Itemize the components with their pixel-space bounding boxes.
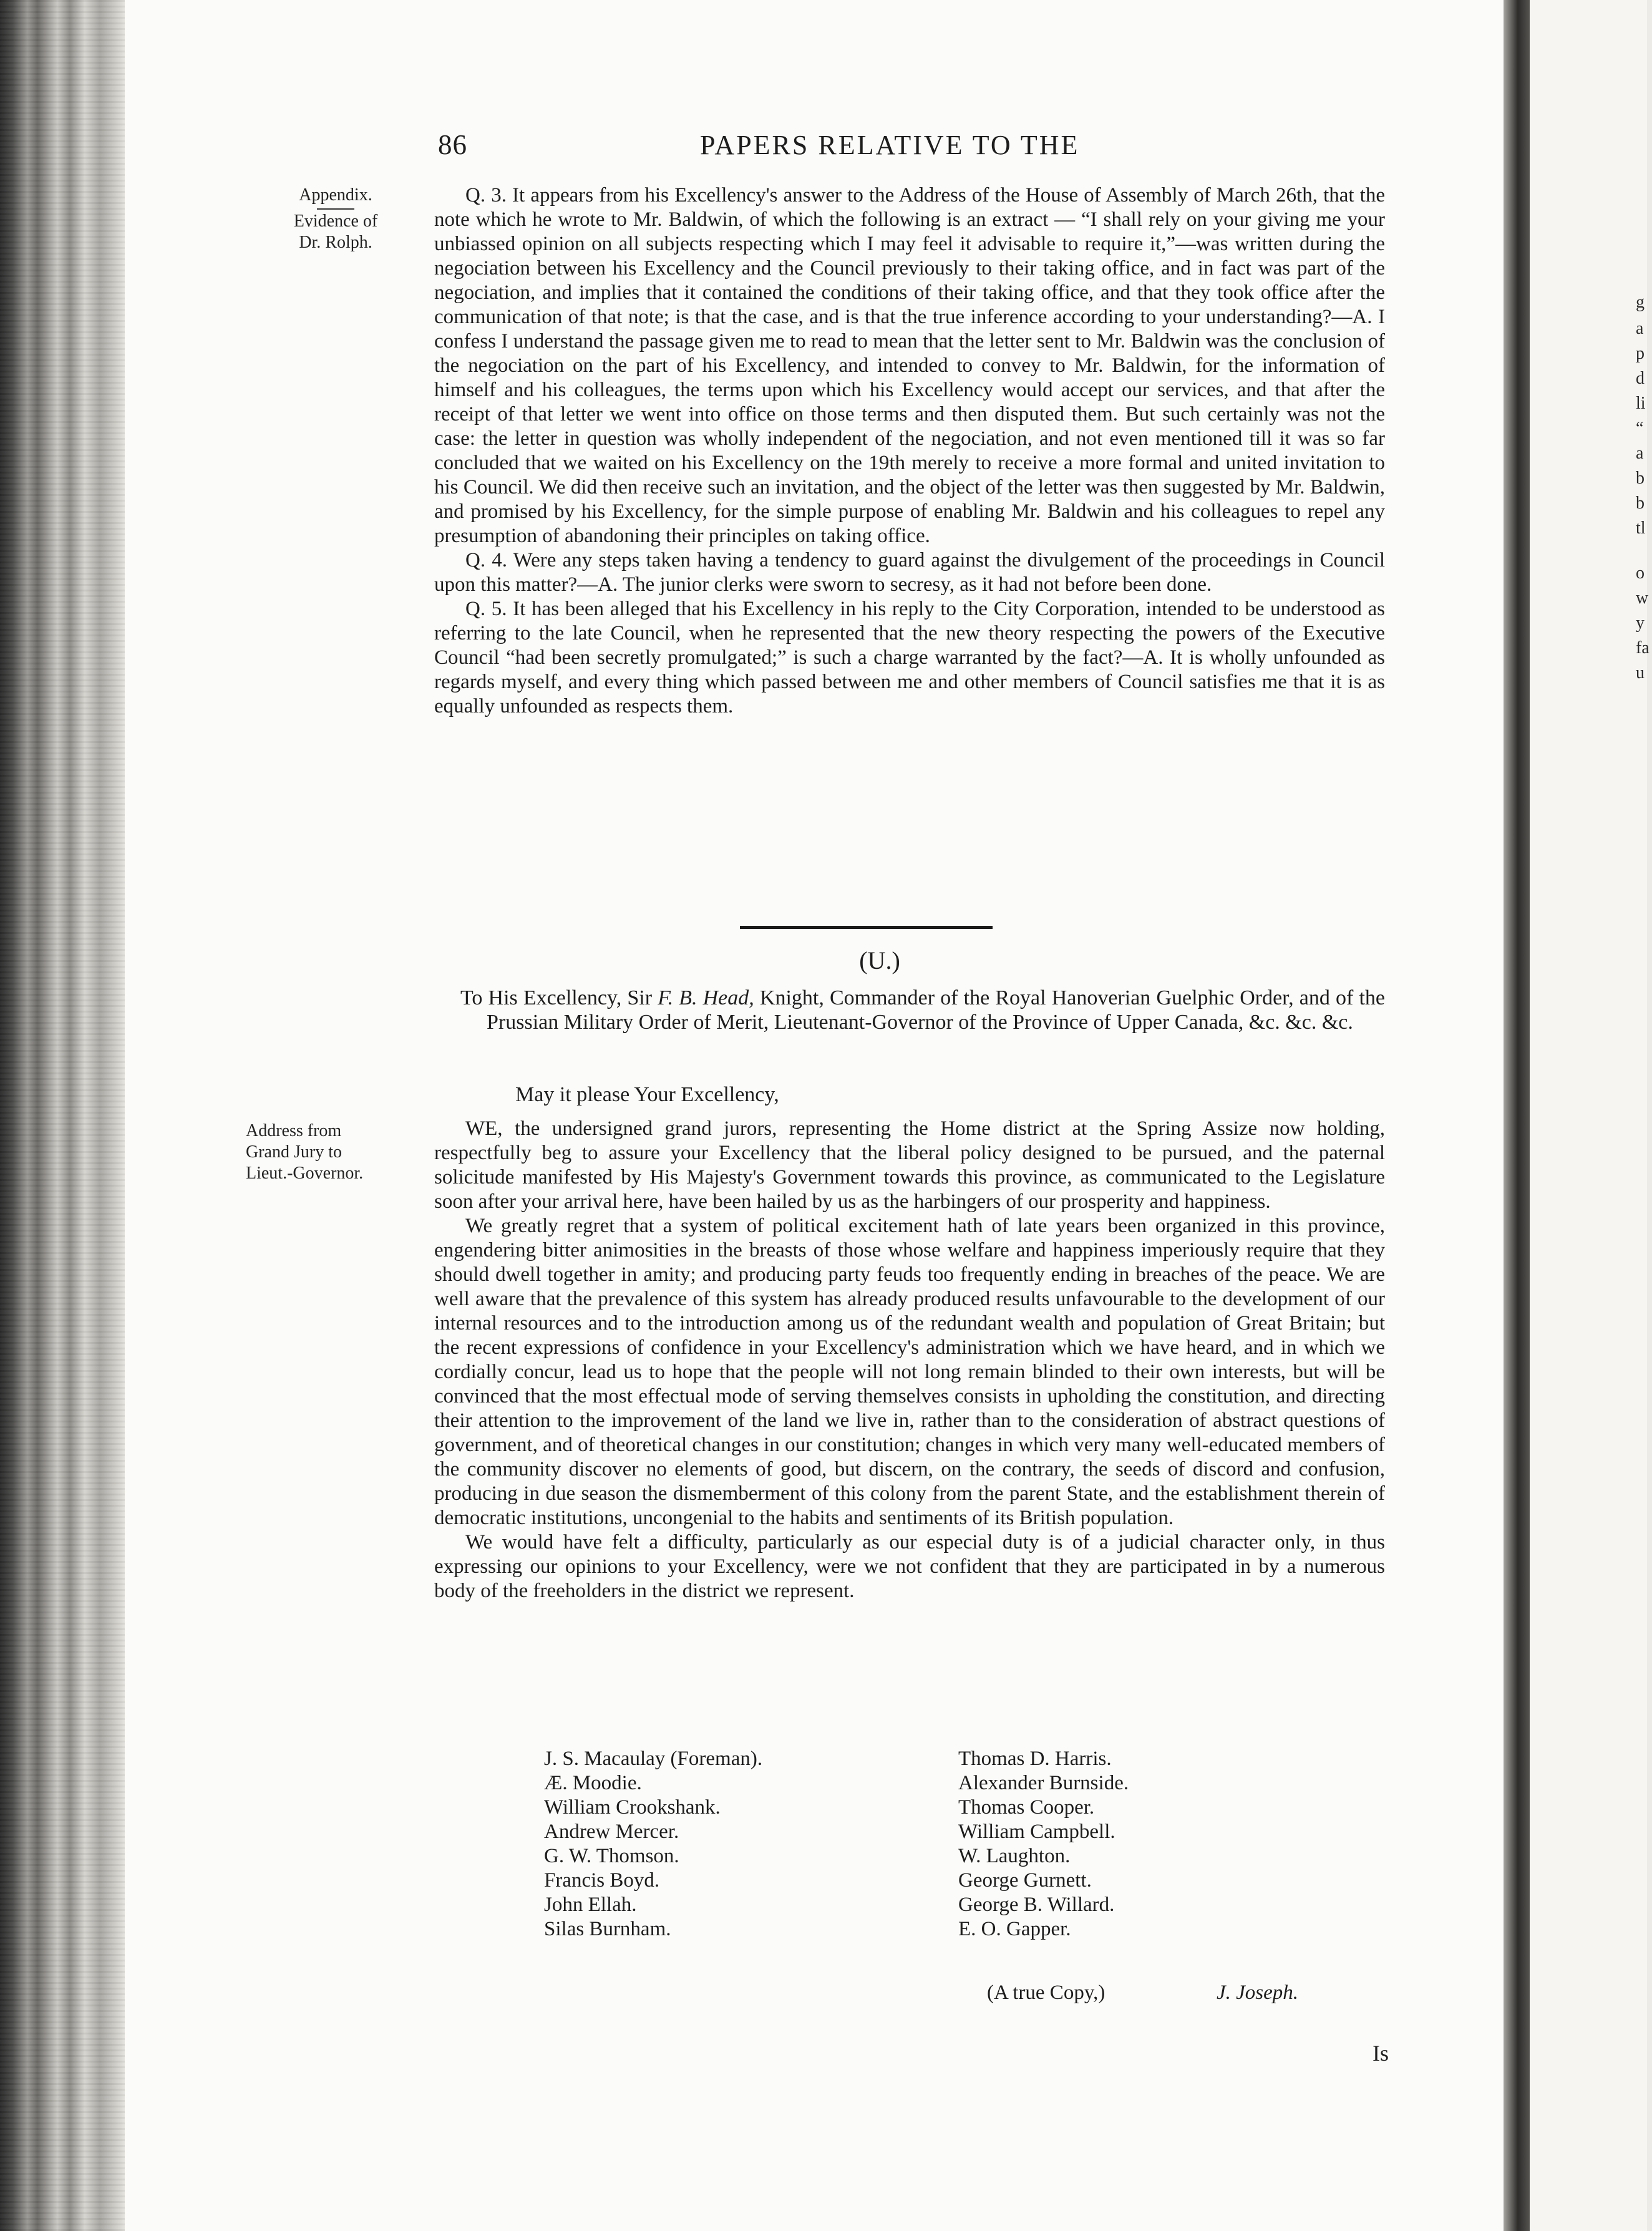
facing-fragment: u: [1636, 663, 1645, 683]
facing-fragment: a: [1636, 444, 1644, 463]
signatory: W. Laughton.: [958, 1845, 1071, 1867]
facing-fragment: fa: [1636, 638, 1650, 658]
signatory: G. W. Thomson.: [544, 1845, 679, 1867]
facing-fragment: b: [1636, 493, 1645, 513]
salutation: May it please Your Excellency,: [515, 1083, 779, 1106]
addressee: [460, 986, 1385, 1034]
signatory: Thomas Cooper.: [958, 1796, 1095, 1819]
facing-fragment: o: [1636, 563, 1645, 583]
evidence-questions: [434, 183, 1385, 719]
facing-fragment: p: [1636, 344, 1645, 363]
margin-note-line: Evidence of: [293, 211, 378, 231]
signatory: Silas Burnham.: [544, 1918, 671, 1940]
margin-note-line: Lieut.-Governor.: [246, 1164, 364, 1183]
facing-fragment: li: [1636, 394, 1646, 413]
facing-fragment: tl: [1636, 518, 1646, 538]
facing-fragment: d: [1636, 369, 1645, 388]
signatory: Andrew Mercer.: [544, 1820, 679, 1843]
address-paragraph: WE, the undersigned grand jurors, representing the Home district at the Spring Assize now holding, respectfully beg to assure your Excellency that the liberal policy designed to be pursued, and the paternal solicitude manifested by His Majesty's Government towards this province, as communicated to the Legislature soon after your arrival here, have been hailed by us as the harbingers of our prosperity and happiness.: [434, 1117, 1385, 1213]
facing-fragment: w: [1636, 588, 1649, 608]
address-paragraph: We greatly regret that a system of political excitement hath of late years been organized in this province, engendering bitter animosities in the breasts of those whose welfare and happiness imperiously require that they should dwell together in amity; and producing party feuds too frequently ending in breaches of the peace. We are well aware that the prevalence of this system has already produced results unfavourable to the development of our internal resources and to the introduction among us of the redundant wealth and population of Great Britain; but the recent expressions of confidence in your Excellency's administration which we have heard, and in which we cordially concur, lead us to hope that the people will not long remain blinded to their own interests, but will be convinced that the most effectual mode of serving themselves consists in upholding the constitution, and directing their attention to the improvement of the land we live in, rather than to the consideration of abstract questions of government, and of theoretical changes in our constitution; changes in which very many well-educated members of the community discover no elements of good, but discern, on the contrary, the seeds of discord and confusion, producing in due season the dismemberment of this colony from the parent State, and the establishment therein of democratic institutions, uncongenial to the habits and sentiments of its British population.: [434, 1215, 1385, 1529]
question-5: Q. 5. It has been alleged that his Excellency in his reply to the City Corporation, intended to be understood as referring to the late Council, when he represented that the new theory respecting the powers of the Executive Council “had been secretly promulgated;” is such a charge warranted by the fact?—A. It is wholly unfounded as regards myself, and every thing which passed between me and other members of Council satisfies me that it is as equally unfounded as respects them.: [434, 598, 1385, 717]
address-body: [434, 1117, 1385, 1603]
margin-note-address: [246, 1120, 402, 1184]
signatory: George B. Willard.: [958, 1893, 1115, 1916]
margin-note-line: Dr. Rolph.: [299, 233, 372, 252]
facing-fragment: a: [1636, 319, 1644, 338]
facing-page: [1530, 0, 1647, 2231]
facing-fragment: y: [1636, 613, 1645, 633]
addressee-text: Knight, Commander of the Royal Hanoverian Guelphic Order, and of the Prussian Military Order of Merit, Lieutenant-Governor of the Province of Upper Canada, &c. &c. &c.: [487, 986, 1385, 1034]
address-paragraph: We would have felt a difficulty, particularly as our especial duty is of a judicial character only, in thus expressing our opinions to your Excellency, were we not confident that they are participated in by a numerous body of the freeholders in the district we represent.: [434, 1531, 1385, 1602]
page-gutter: [1504, 0, 1530, 2231]
facing-fragment: g: [1636, 293, 1645, 312]
facing-fragment: b: [1636, 469, 1645, 488]
signatory: E. O. Gapper.: [958, 1918, 1071, 1940]
signatory: John Ellah.: [544, 1893, 637, 1916]
signatory: Alexander Burnside.: [958, 1772, 1129, 1794]
margin-note-appendix: Appendix.: [299, 185, 372, 205]
margin-note-line: Address from: [246, 1121, 342, 1140]
signatory: William Campbell.: [958, 1820, 1115, 1843]
signatory: Francis Boyd.: [544, 1869, 660, 1892]
attestation-signature: J. Joseph.: [1217, 1981, 1299, 2004]
signatory: William Crookshank.: [544, 1796, 721, 1819]
addressee-text: To His Excellency, Sir: [460, 986, 658, 1009]
signatory: Æ. Moodie.: [544, 1772, 642, 1794]
addressee-name: F. B. Head,: [658, 986, 754, 1009]
signatory: J. S. Macaulay (Foreman).: [544, 1747, 763, 1770]
section-heading: (U.): [859, 946, 900, 975]
running-head: PAPERS RELATIVE TO THE: [700, 130, 1080, 160]
facing-fragment: “: [1636, 419, 1644, 438]
book-spine: [0, 0, 125, 2231]
margin-note-line: Grand Jury to: [246, 1142, 342, 1162]
signatories-left: [544, 1747, 762, 1942]
margin-rule: [317, 208, 354, 210]
signatories-right: [958, 1747, 1129, 1942]
attestation-note: (A true Copy,): [987, 1981, 1105, 2004]
question-3: Q. 3. It appears from his Excellency's answer to the Address of the House of Assembly of March 26th, that the note which he wrote to Mr. Baldwin, of which the following is an extract — “I shall rely on your giving me your unbiassed opinion on all subjects respecting which I may feel it advisable to require it,”—was written during the negociation between his Excellency and the Council previously to their taking office, and in fact was part of the negociation, and implies that it contained the conditions of their taking office, and that they took office after the communication of that note; is that the case, and is that the true inference according to your understanding?—A. I confess I understand the passage given me to read to mean that the letter sent to Mr. Baldwin was the conclusion of the negociation on the part of his Excellency, and intended to convey to Mr. Baldwin, for the information of himself and his colleagues, the terms upon which his Excellency would accept our services, and that after the receipt of that letter we went into office on those terms and then disputed them. But such certainly was not the case: the letter in question was wholly independent of the negociation, and not even mentioned till it was so far concluded that we waited on his Excellency on the 19th merely to receive a more formal and united invitation to his Council. We did then receive such an invitation, and the object of the letter was then suggested by Mr. Baldwin, and promised by his Excellency, for the simple purpose of enabling Mr. Baldwin and his colleagues to repel any presumption of abandoning their principles on taking office.: [434, 184, 1385, 547]
signatory: George Gurnett.: [958, 1869, 1092, 1892]
question-4: Q. 4. Were any steps taken having a tendency to guard against the divulgement of the proceedings in Council upon this matter?—A. The junior clerks were sworn to secresy, as it had not before been done.: [434, 549, 1385, 596]
signatory: Thomas D. Harris.: [958, 1747, 1112, 1770]
section-divider: [740, 926, 993, 929]
page-number: 86: [438, 129, 467, 160]
margin-note-evidence: [273, 185, 398, 253]
catchword: Is: [1373, 2041, 1389, 2066]
